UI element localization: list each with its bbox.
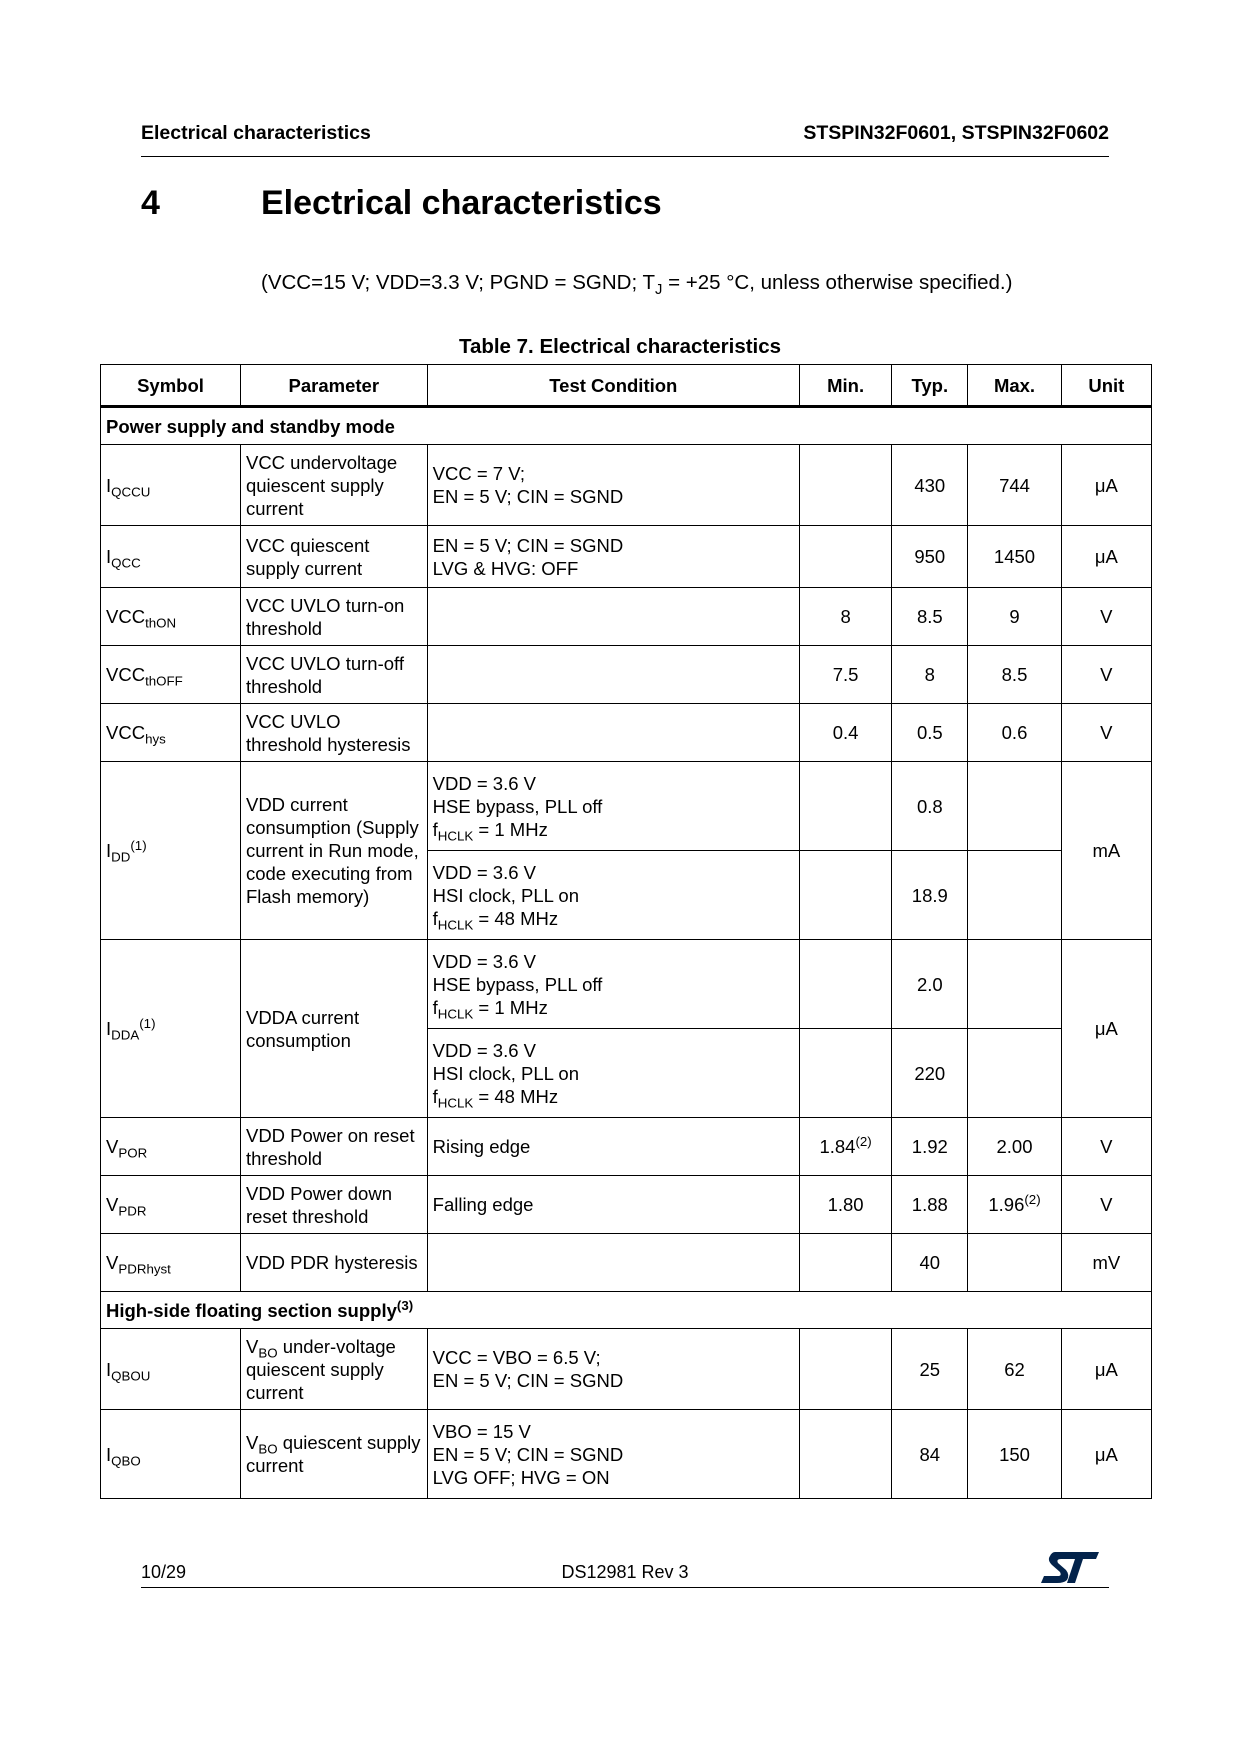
header-left: Electrical characteristics <box>141 122 371 144</box>
conditions-text: (VCC=15 V; VDD=3.3 V; PGND = SGND; T <box>261 271 655 294</box>
typ-cell: 8 <box>892 646 968 704</box>
max-cell <box>968 762 1061 851</box>
parameter-cell: VDD current consumption (Supply current in Run mode, code executing from Flash memory) <box>240 762 427 940</box>
column-header: Unit <box>1061 365 1151 407</box>
typ-cell: 950 <box>892 526 968 588</box>
parameter-cell: $V_{BO}$ quiescent supply current <box>240 1410 427 1499</box>
condition-cell: VDD = 3.6 V HSI clock, PLL on $f_{HCLK} = 48$ MHz <box>427 851 799 940</box>
min-cell <box>799 762 891 851</box>
column-header: Symbol <box>101 365 241 407</box>
parameter-cell: VCC quiescent supply current <box>240 526 427 588</box>
typ-cell: 0.8 <box>892 762 968 851</box>
condition-cell <box>427 588 799 646</box>
min-cell: 7.5 <box>799 646 891 704</box>
table-row <box>101 526 1152 588</box>
table-row <box>101 646 1152 704</box>
symbol-cell: $V_{POR}$ <box>101 1118 241 1176</box>
typ-cell: 18.9 <box>892 851 968 940</box>
conditions-subscript: J <box>655 282 663 299</box>
condition-cell: VCC = 7 V; EN = 5 V; CIN = SGND <box>427 445 799 526</box>
min-cell <box>799 851 891 940</box>
column-header: Typ. <box>892 365 968 407</box>
min-cell <box>799 940 891 1029</box>
parameter-cell: VDD Power on reset threshold <box>240 1118 427 1176</box>
typ-cell: 84 <box>892 1410 968 1499</box>
condition-cell: Falling edge <box>427 1176 799 1234</box>
test-conditions-note <box>261 271 1013 299</box>
min-cell <box>799 526 891 588</box>
table-row <box>101 1234 1152 1292</box>
column-header: Min. <box>799 365 891 407</box>
condition-cell: Rising edge <box>427 1118 799 1176</box>
typ-cell: 2.0 <box>892 940 968 1029</box>
symbol-cell: $V_{PDR}$ <box>101 1176 241 1234</box>
table-row <box>101 1176 1152 1234</box>
unit-cell: V <box>1061 588 1151 646</box>
min-cell: 0.4 <box>799 704 891 762</box>
condition-cell <box>427 704 799 762</box>
unit-cell: μA <box>1061 445 1151 526</box>
section-name: Electrical characteristics <box>261 184 662 222</box>
typ-cell: 25 <box>892 1329 968 1410</box>
condition-cell: VBO = 15 V EN = 5 V; CIN = SGND LVG OFF; HVG = ON <box>427 1410 799 1499</box>
table-row <box>101 704 1152 762</box>
symbol-cell: $I_{DDA}^{(1)}$ <box>101 940 241 1118</box>
section-label: Power supply and standby mode <box>101 407 1152 445</box>
symbol-cell: $VCC_{thOFF}$ <box>101 646 241 704</box>
parameter-cell: VCC UVLO turn-on threshold <box>240 588 427 646</box>
max-cell: 62 <box>968 1329 1061 1410</box>
condition-cell <box>427 646 799 704</box>
min-cell <box>799 1234 891 1292</box>
typ-cell: 8.5 <box>892 588 968 646</box>
max-cell <box>968 940 1061 1029</box>
parameter-cell: VCC UVLO threshold hysteresis <box>240 704 427 762</box>
table-row <box>101 1410 1152 1499</box>
min-cell: 1.80 <box>799 1176 891 1234</box>
unit-cell: μA <box>1061 526 1151 588</box>
condition-cell: VDD = 3.6 V HSE bypass, PLL off $f_{HCLK} = 1$ MHz <box>427 940 799 1029</box>
table-row <box>101 762 1152 851</box>
symbol-cell: $I_{QCCU}$ <box>101 445 241 526</box>
parameter-cell: VDD PDR hysteresis <box>240 1234 427 1292</box>
max-cell: 9 <box>968 588 1061 646</box>
max-cell: 744 <box>968 445 1061 526</box>
condition-cell <box>427 1234 799 1292</box>
min-cell: 8 <box>799 588 891 646</box>
unit-cell: μA <box>1061 1410 1151 1499</box>
max-cell <box>968 1234 1061 1292</box>
section-number: 4 <box>141 184 160 222</box>
unit-cell: V <box>1061 1118 1151 1176</box>
unit-cell: V <box>1061 646 1151 704</box>
column-header: Test Condition <box>427 365 799 407</box>
page-footer <box>141 1560 1109 1588</box>
typ-cell: 1.92 <box>892 1118 968 1176</box>
unit-cell: V <box>1061 1176 1151 1234</box>
conditions-text-end: = +25 °C, unless otherwise specified.) <box>662 271 1013 294</box>
max-cell: 8.5 <box>968 646 1061 704</box>
table-header-row <box>101 365 1152 407</box>
unit-cell: V <box>1061 704 1151 762</box>
table-row <box>101 1329 1152 1410</box>
column-header: Parameter <box>240 365 427 407</box>
typ-cell: 220 <box>892 1029 968 1118</box>
section-row <box>101 1292 1152 1329</box>
header-right: STSPIN32F0601, STSPIN32F0602 <box>803 122 1109 144</box>
typ-cell: 430 <box>892 445 968 526</box>
section-label: High-side floating section supply$^{(3)}$ <box>101 1292 1152 1329</box>
unit-cell: μA <box>1061 940 1151 1118</box>
symbol-cell: $VCC_{thON}$ <box>101 588 241 646</box>
unit-cell: μA <box>1061 1329 1151 1410</box>
min-cell <box>799 1410 891 1499</box>
min-cell: 1.84$^{(2)}$ <box>799 1118 891 1176</box>
condition-cell: EN = 5 V; CIN = SGND LVG & HVG: OFF <box>427 526 799 588</box>
section-row <box>101 407 1152 445</box>
electrical-characteristics-table <box>100 364 1152 1499</box>
max-cell: 2.00 <box>968 1118 1061 1176</box>
max-cell <box>968 1029 1061 1118</box>
condition-cell: VCC = VBO = 6.5 V; EN = 5 V; CIN = SGND <box>427 1329 799 1410</box>
page-header <box>141 122 1109 157</box>
symbol-cell: $I_{DD}^{(1)}$ <box>101 762 241 940</box>
min-cell <box>799 1329 891 1410</box>
max-cell: 0.6 <box>968 704 1061 762</box>
typ-cell: 40 <box>892 1234 968 1292</box>
unit-cell: mV <box>1061 1234 1151 1292</box>
max-cell: 150 <box>968 1410 1061 1499</box>
symbol-cell: $V_{PDRhyst}$ <box>101 1234 241 1292</box>
st-logo-icon <box>1039 1550 1101 1591</box>
parameter-cell: $V_{BO}$ under-voltage quiescent supply current <box>240 1329 427 1410</box>
condition-cell: VDD = 3.6 V HSI clock, PLL on $f_{HCLK} = 48$ MHz <box>427 1029 799 1118</box>
page-number: 10/29 <box>141 1562 187 1582</box>
table-caption: Table 7. Electrical characteristics <box>458 335 782 358</box>
parameter-cell: VCC UVLO turn-off threshold <box>240 646 427 704</box>
table-row <box>101 588 1152 646</box>
max-cell: 1.96$^{(2)}$ <box>968 1176 1061 1234</box>
min-cell <box>799 445 891 526</box>
parameter-cell: VCC undervoltage quiescent supply current <box>240 445 427 526</box>
symbol-cell: $I_{QBO}$ <box>101 1410 241 1499</box>
document-reference: DS12981 Rev 3 <box>561 1562 689 1582</box>
min-cell <box>799 1029 891 1118</box>
table-row <box>101 1118 1152 1176</box>
parameter-cell: VDD Power down reset threshold <box>240 1176 427 1234</box>
table-row <box>101 445 1152 526</box>
typ-cell: 0.5 <box>892 704 968 762</box>
max-cell: 1450 <box>968 526 1061 588</box>
column-header: Max. <box>968 365 1061 407</box>
table-row <box>101 940 1152 1029</box>
max-cell <box>968 851 1061 940</box>
symbol-cell: $I_{QCC}$ <box>101 526 241 588</box>
symbol-cell: $I_{QBOU}$ <box>101 1329 241 1410</box>
symbol-cell: $VCC_{hys}$ <box>101 704 241 762</box>
typ-cell: 1.88 <box>892 1176 968 1234</box>
condition-cell: VDD = 3.6 V HSE bypass, PLL off $f_{HCLK} = 1$ MHz <box>427 762 799 851</box>
unit-cell: mA <box>1061 762 1151 940</box>
parameter-cell: VDDA current consumption <box>240 940 427 1118</box>
